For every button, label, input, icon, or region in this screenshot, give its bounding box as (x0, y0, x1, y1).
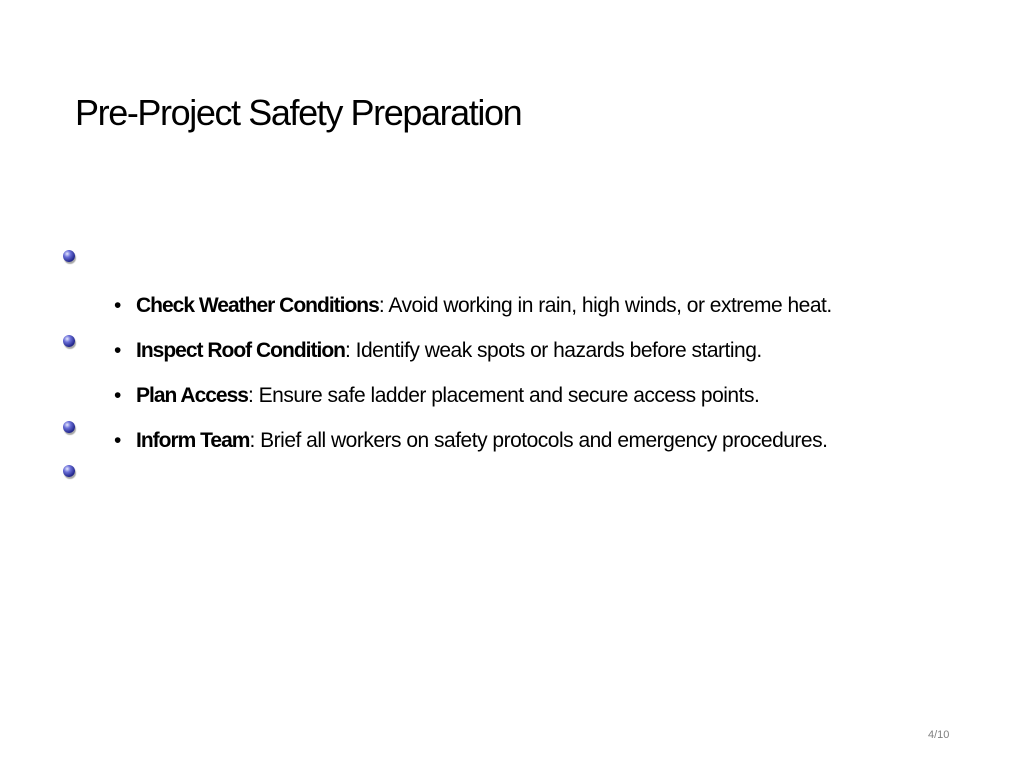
item-separator: : (344, 339, 351, 362)
list-item-access (114, 378, 934, 414)
item-text: Avoid working in rain, high winds, or extreme heat. (384, 294, 832, 317)
safety-checklist (114, 288, 934, 468)
item-term: Inform Team (136, 429, 250, 452)
list-item-roof (114, 333, 934, 369)
list-item-weather (114, 288, 934, 324)
item-term: Inspect Roof Condition (136, 339, 345, 362)
item-text: Brief all workers on safety protocols and emergency procedures. (254, 429, 828, 452)
sphere-bullet-icon (63, 421, 75, 433)
bullet-dot: • (114, 294, 121, 317)
item-separator: : (378, 294, 385, 317)
bullet-dot: • (114, 429, 121, 452)
bullet-dot: • (114, 339, 121, 362)
item-separator: : (249, 429, 255, 452)
sphere-bullet-icon (63, 250, 75, 262)
item-term: Plan Access (136, 384, 248, 407)
slide-title: Pre-Project Safety Preparation (75, 92, 522, 133)
sphere-bullet-icon (63, 335, 75, 347)
item-term: Check Weather Conditions (136, 294, 379, 317)
item-text: Ensure safe ladder placement and secure access points. (253, 384, 760, 407)
sphere-bullet-icon (63, 465, 75, 477)
item-text: Identify weak spots or hazards before starting. (350, 339, 762, 362)
item-separator: : (247, 384, 254, 407)
list-item-team (114, 423, 934, 459)
page-indicator: 4/10 (928, 729, 950, 741)
bullet-dot: • (114, 384, 121, 407)
